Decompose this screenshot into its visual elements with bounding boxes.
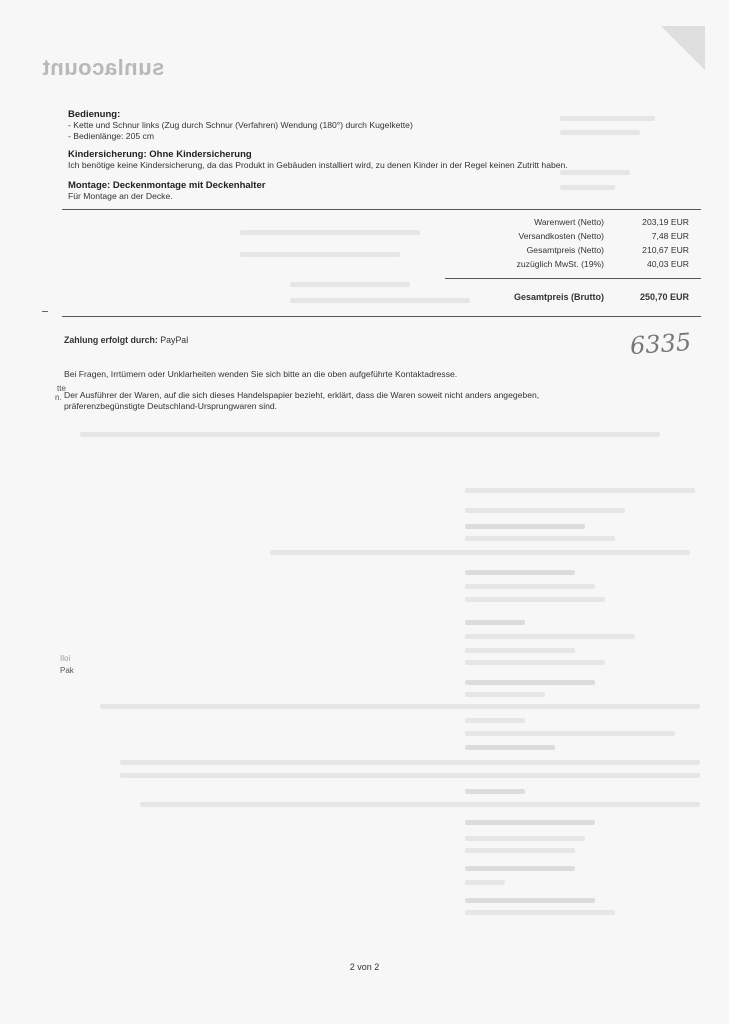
totals-label: zuzüglich MwSt. (19%) bbox=[516, 259, 604, 269]
margin-fragment: n. bbox=[55, 393, 62, 402]
handwritten-note: 6335 bbox=[629, 327, 692, 361]
origin-text-line1: Der Ausführer der Waren, auf die sich dieses Handelspapier bezieht, erklärt, dass die Waren soweit nicht anders angegeben, bbox=[64, 390, 540, 400]
subtotal-divider bbox=[445, 278, 701, 279]
margin-fragment: tte bbox=[57, 384, 66, 393]
montage-text: Für Montage an der Decke. bbox=[68, 191, 173, 201]
payment-method: PayPal bbox=[160, 335, 189, 345]
bedienung-line: - Bedienlänge: 205 cm bbox=[68, 131, 154, 141]
montage-section bbox=[68, 180, 265, 202]
totals-value: 210,67 EUR bbox=[642, 245, 689, 255]
kindersicherung-section bbox=[68, 149, 568, 171]
totals-label: Gesamtpreis (Netto) bbox=[526, 245, 604, 255]
payment-label: Zahlung erfolgt durch: bbox=[64, 335, 158, 345]
divider-line bbox=[62, 209, 701, 210]
questions-text: Bei Fragen, Irrtümern oder Unklarheiten wenden Sie sich bitte an die oben aufgeführte Kontaktadresse. bbox=[64, 369, 458, 379]
kindersicherung-text: Ich benötige keine Kindersicherung, da das Produkt in Gebäuden installiert wird, zu denen Kinder in der Regel keinen Zutritt haben. bbox=[68, 160, 568, 170]
bedienung-title: Bedienung: bbox=[68, 109, 121, 120]
margin-fragment: Pak bbox=[60, 666, 74, 675]
totals-value: 7,48 EUR bbox=[651, 231, 689, 241]
totals-value: 203,19 EUR bbox=[642, 217, 689, 227]
totals-value: 40,03 EUR bbox=[646, 259, 689, 269]
folded-corner bbox=[661, 26, 705, 70]
page-number: 2 von 2 bbox=[349, 962, 380, 972]
totals-label: Versandkosten (Netto) bbox=[518, 231, 604, 241]
divider-line bbox=[62, 316, 701, 317]
kindersicherung-title: Kindersicherung: Ohne Kindersicherung bbox=[68, 149, 252, 160]
grand-total-value: 250,70 EUR bbox=[639, 292, 689, 302]
grand-total-label: Gesamtpreis (Brutto) bbox=[513, 292, 604, 302]
origin-text-line2: präferenzbegünstigte Deutschland-Ursprungwaren sind. bbox=[64, 401, 278, 411]
totals-label: Warenwert (Netto) bbox=[534, 217, 604, 227]
margin-fragment: Iloi bbox=[60, 654, 71, 663]
payment-line bbox=[64, 335, 188, 345]
montage-title: Montage: Deckenmontage mit Deckenhalter bbox=[68, 180, 266, 191]
bedienung-section bbox=[68, 109, 413, 142]
margin-tick bbox=[42, 311, 48, 312]
bleed-through-logo: sunlacount bbox=[42, 55, 165, 80]
bedienung-line: - Kette und Schnur links (Zug durch Schnur (Verfahren) Wendung (180°) durch Kugelkette) bbox=[68, 120, 413, 130]
